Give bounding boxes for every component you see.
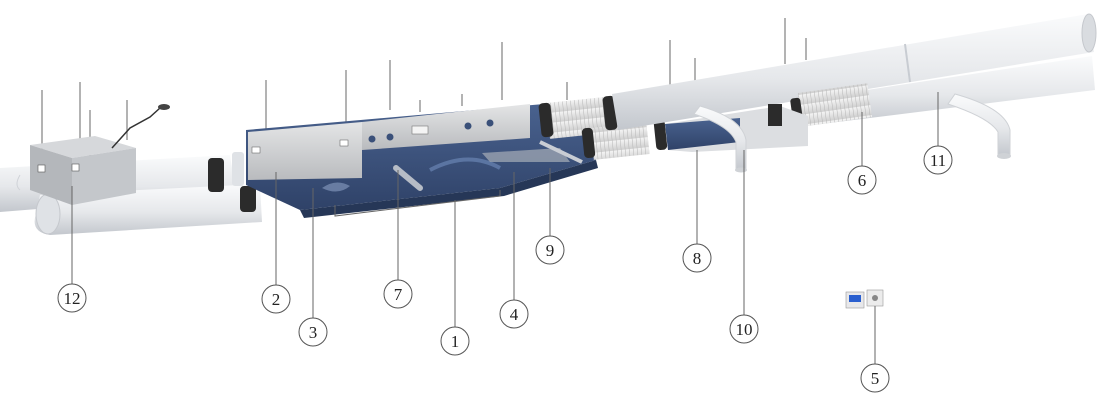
callout-3-label: 3 [308,323,318,342]
callout-9 [536,236,564,264]
callout-6-label: 6 [857,171,867,190]
callout-9-label: 9 [545,241,555,260]
callout-8-label: 8 [692,249,702,268]
callout-2 [262,285,290,313]
callout-10 [730,315,758,343]
callout-7-label: 7 [393,285,403,304]
wall-controllers [846,290,883,308]
callout-5-label: 5 [870,369,880,388]
callout-4 [500,300,528,328]
callout-10-label: 10 [735,320,753,339]
callout-6 [848,166,876,194]
callout-2-label: 2 [271,290,281,309]
callout-3 [299,318,327,346]
callout-11 [924,146,952,174]
callout-12-label: 12 [63,289,81,308]
callout-5 [861,364,889,392]
callout-4-label: 4 [509,305,519,324]
callout-11-label: 11 [929,151,947,170]
callout-7 [384,280,412,308]
callout-8 [683,244,711,272]
callout-1 [441,327,469,355]
callout-1-label: 1 [450,332,460,351]
callout-12 [58,284,86,312]
